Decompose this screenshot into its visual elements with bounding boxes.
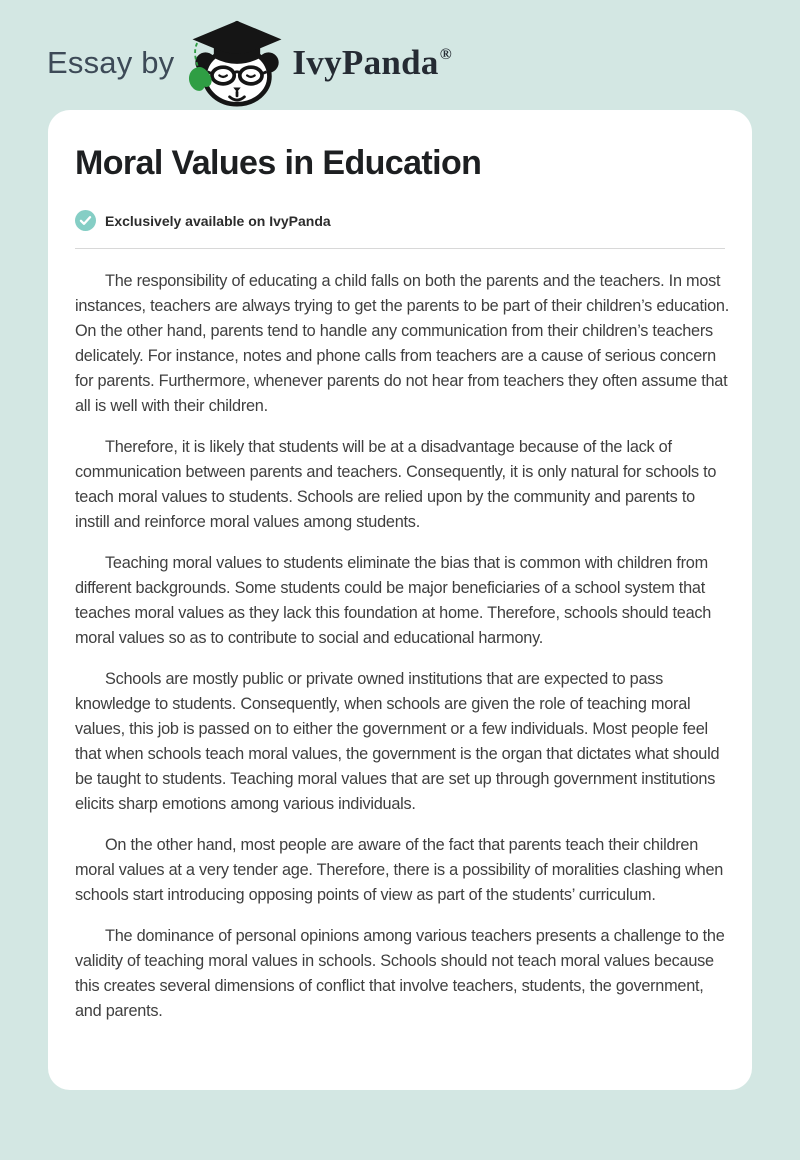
- essay-paragraph: Schools are mostly public or private owned institutions that are expected to pass knowledge to students. Consequently, when schools are given the role of teaching moral values, this job is passed on to either the government or a few individuals. Most people feel that when schools teach moral values, the government is the organ that dictates what should be taught to students. Teaching moral values that are set up through government institutions elicits sharp emotions among various individuals.: [75, 670, 720, 813]
- essay-paragraph: Teaching moral values to students eliminate the bias that is common with children from different backgrounds. Some students could be major beneficiaries of a school system that teaches moral values as they lack this foundation at home. Therefore, schools should teach moral values so as to contribute to social and educational harmony.: [75, 554, 712, 647]
- essay-paragraph: The dominance of personal opinions among various teachers presents a challenge to the validity of teaching moral values in schools. Schools should not teach moral values because this creates several dimensions of conflict that involve teachers, students, the government, and parents.: [75, 927, 725, 1020]
- panda-graduate-logo-icon: [186, 19, 288, 107]
- brand-wordmark: [292, 43, 451, 83]
- site-header: [0, 0, 800, 104]
- brand-name: IvyPanda: [292, 43, 439, 82]
- essay-paragraph: Therefore, it is likely that students will be at a disadvantage because of the lack of communication between parents and teachers. Consequently, it is only natural for schools to teach moral values to students. Schools are relied upon by the community and parents to instill and reinforce moral values among students.: [75, 438, 717, 531]
- essay-paragraph: The responsibility of educating a child falls on both the parents and the teachers. In most instances, teachers are always trying to get the parents to be part of their children’s education. On the other hand, parents tend to handle any communication from their children’s teachers delicately. For instance, notes and phone calls from teachers are a cause of serious concern for parents. Furthermore, whenever parents do not hear from teachers they often assume that all is well with their children.: [75, 272, 729, 415]
- essay-card: [48, 110, 752, 1090]
- essay-paragraph: On the other hand, most people are aware of the fact that parents teach their children moral values at a very tender age. Therefore, there is a possibility of moralities clashing when schools start introducing opposing points of view as part of the students’ curriculum.: [75, 836, 724, 904]
- availability-badge: [75, 210, 725, 231]
- essay-by-label: Essay by: [47, 45, 175, 80]
- availability-label: Exclusively available on IvyPanda: [105, 212, 331, 229]
- divider: [75, 248, 725, 249]
- check-icon: [75, 210, 96, 231]
- registered-mark-icon: ®: [439, 46, 452, 64]
- page-title: Moral Values in Education: [75, 144, 482, 182]
